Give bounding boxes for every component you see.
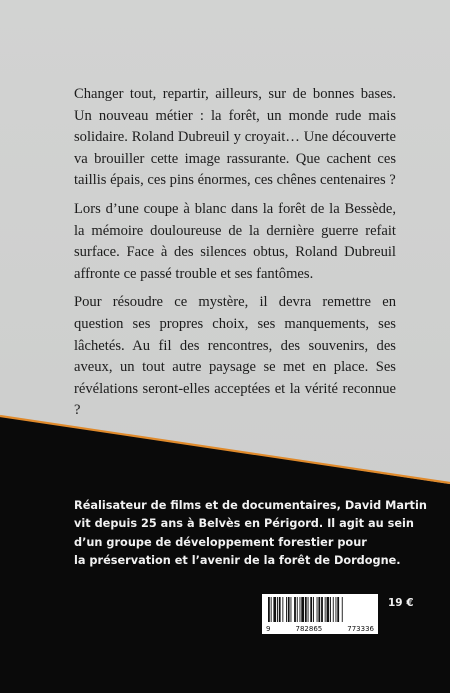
barcode-bar: [301, 597, 304, 622]
synopsis-paragraph-2: Lors d’une coupe à blanc dans la forêt de la Bessède, la mémoire douloureuse de la dernière guerre refait surface. Face à des silences obtus, Roland Dubreuil affronte ce passé trouble et ses fantômes.: [74, 200, 396, 282]
price-label: 19 €: [388, 597, 414, 609]
barcode-bar: [308, 597, 309, 622]
barcode-bar: [273, 597, 276, 622]
barcode-bar: [300, 597, 301, 622]
barcode-bar: [305, 597, 307, 622]
author-bio-line: d’un groupe de développement forestier pour: [74, 535, 367, 549]
barcode-bar: [268, 597, 270, 622]
barcode-bar: [286, 597, 287, 622]
barcode-bar: [317, 597, 318, 622]
barcode-bar: [313, 597, 314, 622]
author-bio-line: Réalisateur de films et de documentaires, David Martin: [74, 499, 427, 512]
barcode-bar: [336, 597, 337, 622]
barcode-bar: [330, 597, 331, 622]
barcode-bar: [310, 597, 312, 622]
barcode-bar: [291, 597, 292, 622]
barcode-digits: [262, 625, 378, 633]
barcode-bar: [279, 597, 281, 622]
barcode-bar: [282, 597, 283, 622]
barcode-bars: [262, 594, 378, 625]
author-bio-line: vit depuis 25 ans à Belvès en Périgord. Il agit au sein: [74, 517, 414, 531]
synopsis-paragraph-1: Changer tout, repartir, ailleurs, sur de bonnes bases. Un nouveau métier : la forêt, un monde rude mais solidaire. Roland Dubreuil y croyait… Une découverte va brouiller cette image rassurante. Que cachent ces taillis épais, ces pins énormes, ces chênes centenaires ?: [74, 86, 396, 189]
synopsis-paragraph-3: Pour résoudre ce mystère, il devra remettre en question ses propres choix, ses manquements, ses lâchetés. Au fil des rencontres, des souvenirs, des aveux, un tout autre paysage se met en place. Ses révélations seront-elles acceptées et la vérité reconnue ?: [74, 294, 396, 419]
barcode-bar: [271, 597, 272, 622]
barcode-bar: [337, 597, 339, 622]
barcode-bar: [333, 597, 334, 622]
author-bio: [74, 497, 427, 570]
barcode-bar: [342, 597, 343, 622]
barcode-bar: [288, 597, 290, 622]
barcode-bar: [294, 597, 296, 622]
barcode-bar: [277, 597, 278, 622]
isbn-barcode: [262, 594, 378, 634]
barcode-digit-group: 782865: [295, 625, 323, 633]
barcode-bar: [327, 597, 330, 622]
barcode-digit-group: 9: [266, 625, 271, 633]
barcode-bar: [318, 597, 320, 622]
barcode-bar: [325, 597, 326, 622]
barcode-bar: [321, 597, 323, 622]
barcode-bar: [297, 597, 298, 622]
author-bio-line: la préservation et l’avenir de la forêt de Dordogne.: [74, 553, 401, 567]
barcode-digit-group: 773336: [347, 625, 374, 633]
